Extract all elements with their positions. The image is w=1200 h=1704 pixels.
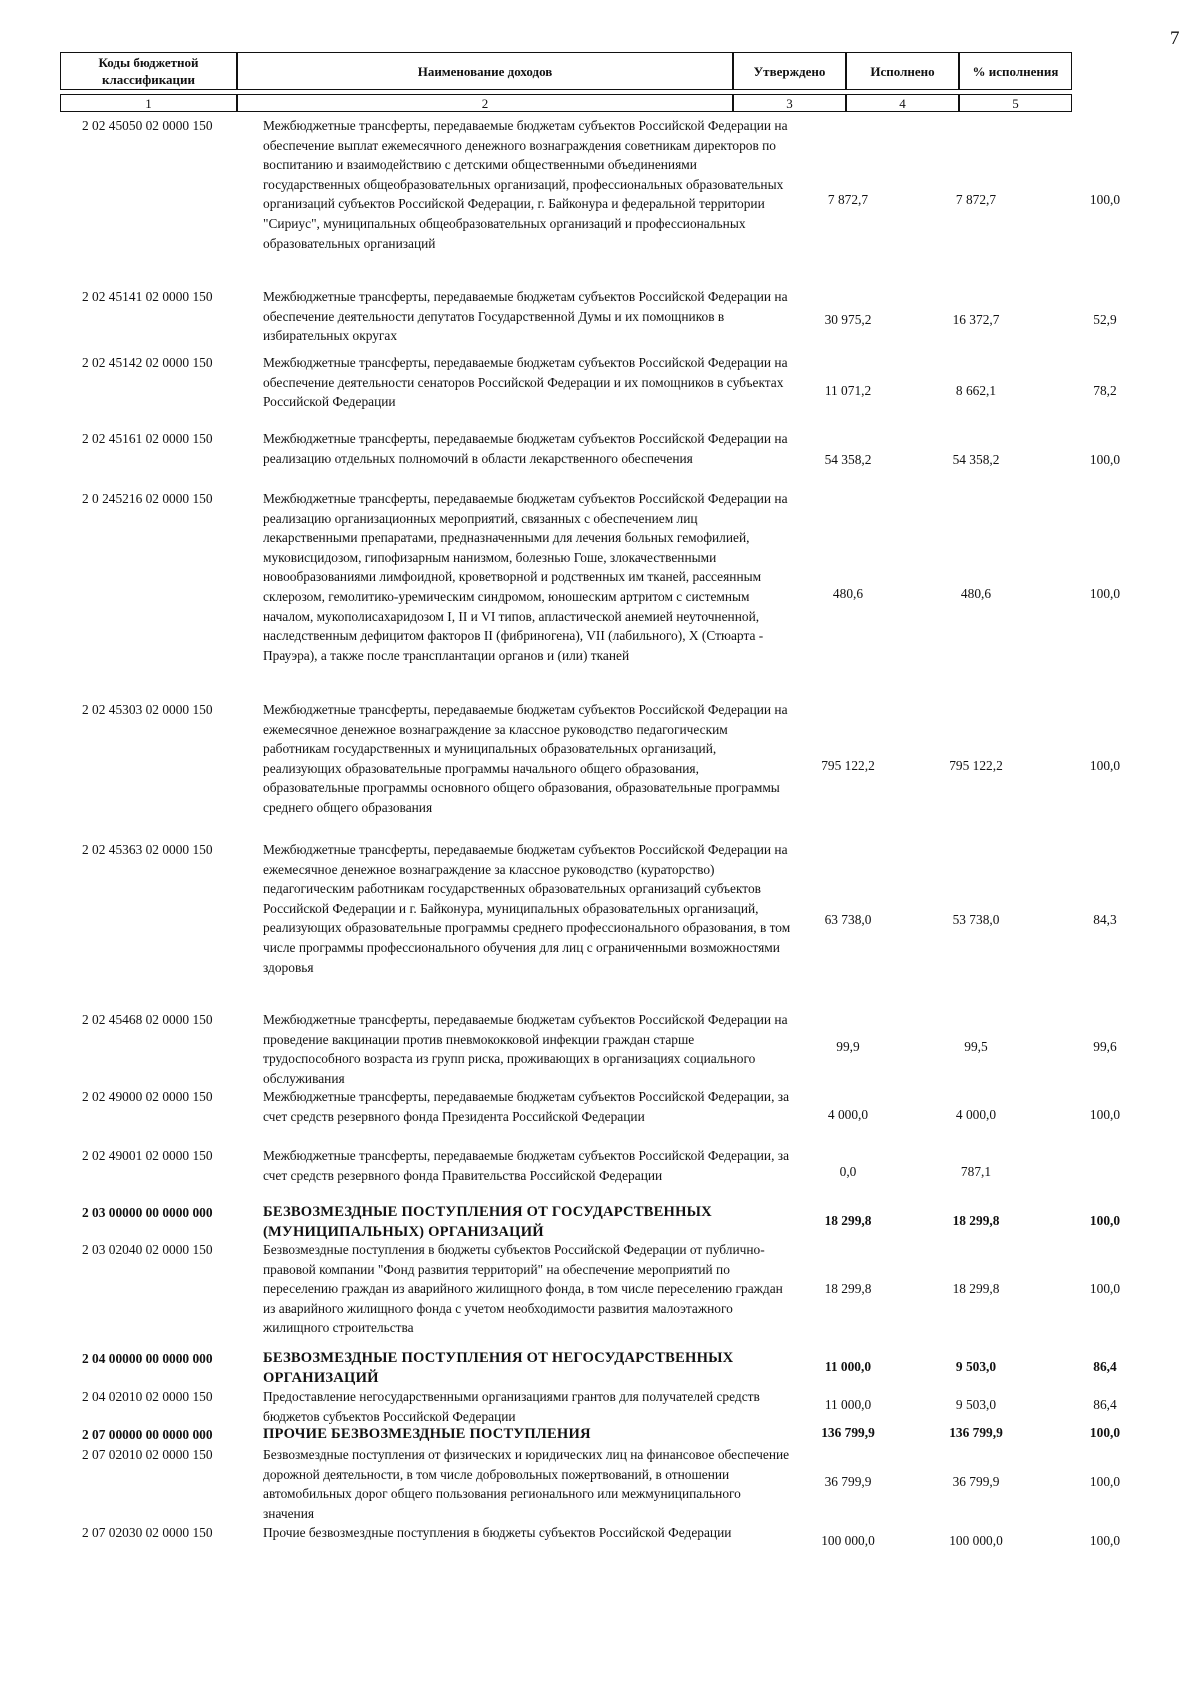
row-name: Безвозмездные поступления в бюджеты субъектов Российской Федерации от публично-правовой компании "Фонд развития территорий" на обеспечение мероприятий по переселению граждан из аварийного жилищного фонда, в том числе переселению граждан из аварийного жилищного фонда с учетом необходимости развития малоэтажного жилищного строительства [263,1242,783,1336]
column-number-2: 2 [237,94,733,112]
row-name: Межбюджетные трансферты, передаваемые бюджетам субъектов Российской Федерации на ежемесячное денежное вознаграждение за классное руководство (кураторство) педагогическим работникам государственных образовательных организаций субъектов Российской Федерации и г. Байконура, муниципальных образовательных организаций, реализующих образовательные программы среднего профессионального образования, в том числе программы профессионального обучения для лиц с ограниченными возможностями здоровья [263,842,791,975]
row-executed: 787,1 [960,1164,992,1179]
row-name: Межбюджетные трансферты, передаваемые бюджетам субъектов Российской Федерации, за счет средств резервного фонда Президента Российской Федерации [263,1089,790,1124]
row-name: Межбюджетные трансферты, передаваемые бюджетам субъектов Российской Федерации на обеспечение деятельности сенаторов Российской Федерации и их помощников в субъектах Российской Федерации [263,355,788,410]
row-approved: 11 000,0 [824,1359,872,1374]
row-percent: 100,0 [1089,758,1121,773]
row-percent: 100,0 [1089,1533,1121,1548]
row-executed: 7 872,7 [955,192,997,207]
row-executed: 100 000,0 [949,1533,1003,1548]
column-number-5: 5 [959,94,1072,112]
row-executed: 36 799,9 [952,1474,1000,1489]
row-approved: 36 799,9 [824,1474,872,1489]
row-code: 2 02 45050 02 0000 150 [82,118,213,133]
row-percent: 99,6 [1093,1039,1117,1054]
row-executed: 9 503,0 [955,1397,997,1412]
row-approved: 795 122,2 [821,758,875,773]
column-number-3: 3 [733,94,846,112]
row-code: 2 0 245216 02 0000 150 [82,491,213,506]
row-percent: 100,0 [1089,452,1121,467]
row-name: Безвозмездные поступления от физических и юридических лиц на финансовое обеспечение дорожной деятельности, в том числе добровольных пожертвований, в отношении автомобильных дорог общего пользования регионального или межмуниципального значения [263,1447,790,1521]
row-executed: 18 299,8 [952,1281,1000,1296]
row-approved: 99,9 [836,1039,860,1054]
row-approved: 480,6 [832,586,864,601]
row-approved: 4 000,0 [827,1107,869,1122]
row-executed: 18 299,8 [952,1213,1000,1228]
row-percent: 52,9 [1093,312,1117,327]
row-percent: 86,4 [1093,1397,1117,1412]
row-name: Межбюджетные трансферты, передаваемые бюджетам субъектов Российской Федерации на проведение вакцинации против пневмококковой инфекции граждан старше трудоспособного возраста из групп риска, проживающих в организациях социального обслуживания [263,1012,788,1086]
row-name: Межбюджетные трансферты, передаваемые бюджетам субъектов Российской Федерации на реализацию отдельных полномочий в области лекарственного обеспечения [263,431,788,466]
header-col-approved: Утверждено [733,52,846,90]
row-name: ПРОЧИЕ БЕЗВОЗМЕЗДНЫЕ ПОСТУПЛЕНИЯ [263,1426,591,1442]
row-executed: 54 358,2 [952,452,1000,467]
row-code: 2 02 45161 02 0000 150 [82,431,213,446]
row-code: 2 07 02010 02 0000 150 [82,1447,213,1462]
row-approved: 11 071,2 [824,383,872,398]
row-code: 2 02 49000 02 0000 150 [82,1089,213,1104]
row-code: 2 02 45303 02 0000 150 [82,702,213,717]
row-executed: 16 372,7 [952,312,1000,327]
row-name: Предоставление негосударственными организациями грантов для получателей средств бюджетов субъектов Российской Федерации [263,1389,760,1424]
row-code: 2 07 02030 02 0000 150 [82,1525,213,1540]
row-name: Межбюджетные трансферты, передаваемые бюджетам субъектов Российской Федерации на ежемесячное денежное вознаграждение за классное руководство педагогическим работникам государственных и муниципальных образовательных организаций, реализующих образовательные программы начального общего образования, образовательные программы основного общего образования, образовательные программы среднего общего образования [263,702,788,815]
page-number: 7 [1170,28,1180,49]
row-executed: 53 738,0 [952,912,1000,927]
row-code: 2 02 45468 02 0000 150 [82,1012,213,1027]
row-percent: 100,0 [1089,1425,1121,1440]
row-percent: 84,3 [1093,912,1117,927]
row-executed: 8 662,1 [955,383,997,398]
row-executed: 795 122,2 [949,758,1003,773]
header-col-executed: Исполнено [846,52,959,90]
row-name: Межбюджетные трансферты, передаваемые бюджетам субъектов Российской Федерации, за счет средств резервного фонда Правительства Российской Федерации [263,1148,790,1183]
header-col-codes: Коды бюджетной классификации [60,52,237,90]
row-name: Межбюджетные трансферты, передаваемые бюджетам субъектов Российской Федерации на обеспечение деятельности депутатов Государственной Думы и их помощников в избирательных округах [263,289,788,344]
row-approved: 0,0 [839,1164,857,1179]
row-approved: 100 000,0 [821,1533,875,1548]
row-approved: 11 000,0 [824,1397,872,1412]
row-executed: 136 799,9 [949,1425,1003,1440]
row-executed: 99,5 [964,1039,988,1054]
row-name: Межбюджетные трансферты, передаваемые бюджетам субъектов Российской Федерации на обеспечение выплат ежемесячного денежного вознаграждения советникам директоров по воспитанию и взаимодействию с детскими общественными объединениями государственных общеобразовательных организаций, профессиональных образовательных организаций субъектов Российской Федерации, г. Байконура и федеральной территории "Сириус", муниципальных общеобразовательных организаций и профессиональных образовательных организаций [263,118,788,251]
row-code: 2 03 00000 00 0000 000 [82,1205,213,1220]
row-approved: 63 738,0 [824,912,872,927]
row-executed: 480,6 [960,586,992,601]
row-name: Межбюджетные трансферты, передаваемые бюджетам субъектов Российской Федерации на реализацию организационных мероприятий, связанных с обеспечением лиц лекарственными препаратами, предназначенными для лечения больных гемофилией, муковисцидозом, гипофизарным нанизмом, болезнью Гоше, злокачественными новообразованиями лимфоидной, кроветворной и родственных им тканей, рассеянным склерозом, гемолитико-уремическим синдромом, юношеским артритом с системным началом, мукополисахаридозом I, II и VI типов, апластической анемией неуточненной, наследственным дефицитом факторов II (фибриногена), VII (лабильного), X (Стюарта - Прауэра), а также после трансплантации органов и (или) тканей [263,491,788,663]
row-executed: 9 503,0 [955,1359,997,1374]
row-code: 2 07 00000 00 0000 000 [82,1427,213,1442]
row-code: 2 03 02040 02 0000 150 [82,1242,213,1257]
row-approved: 18 299,8 [824,1281,872,1296]
row-percent: 100,0 [1089,192,1121,207]
row-percent: 86,4 [1093,1359,1117,1374]
row-code: 2 04 00000 00 0000 000 [82,1351,213,1366]
row-name: Прочие безвозмездные поступления в бюджеты субъектов Российской Федерации [263,1525,732,1540]
row-percent: 100,0 [1089,1213,1121,1228]
row-code: 2 02 45142 02 0000 150 [82,355,213,370]
row-name: БЕЗВОЗМЕЗДНЫЕ ПОСТУПЛЕНИЯ ОТ ГОСУДАРСТВЕННЫХ (МУНИЦИПАЛЬНЫХ) ОРГАНИЗАЦИЙ [263,1204,712,1240]
column-number-4: 4 [846,94,959,112]
column-number-1: 1 [60,94,237,112]
row-approved: 30 975,2 [824,312,872,327]
row-percent: 100,0 [1089,1474,1121,1489]
row-percent: 100,0 [1089,586,1121,601]
row-code: 2 02 45363 02 0000 150 [82,842,213,857]
row-approved: 54 358,2 [824,452,872,467]
row-percent: 78,2 [1093,383,1117,398]
row-name: БЕЗВОЗМЕЗДНЫЕ ПОСТУПЛЕНИЯ ОТ НЕГОСУДАРСТВЕННЫХ ОРГАНИЗАЦИЙ [263,1350,734,1386]
row-code: 2 02 49001 02 0000 150 [82,1148,213,1163]
row-code: 2 04 02010 02 0000 150 [82,1389,213,1404]
row-percent: 100,0 [1089,1107,1121,1122]
row-approved: 7 872,7 [827,192,869,207]
row-percent: 100,0 [1089,1281,1121,1296]
row-approved: 136 799,9 [821,1425,875,1440]
row-code: 2 02 45141 02 0000 150 [82,289,213,304]
row-executed: 4 000,0 [955,1107,997,1122]
header-col-name: Наименование доходов [237,52,733,90]
row-approved: 18 299,8 [824,1213,872,1228]
header-col-percent: % исполнения [959,52,1072,90]
